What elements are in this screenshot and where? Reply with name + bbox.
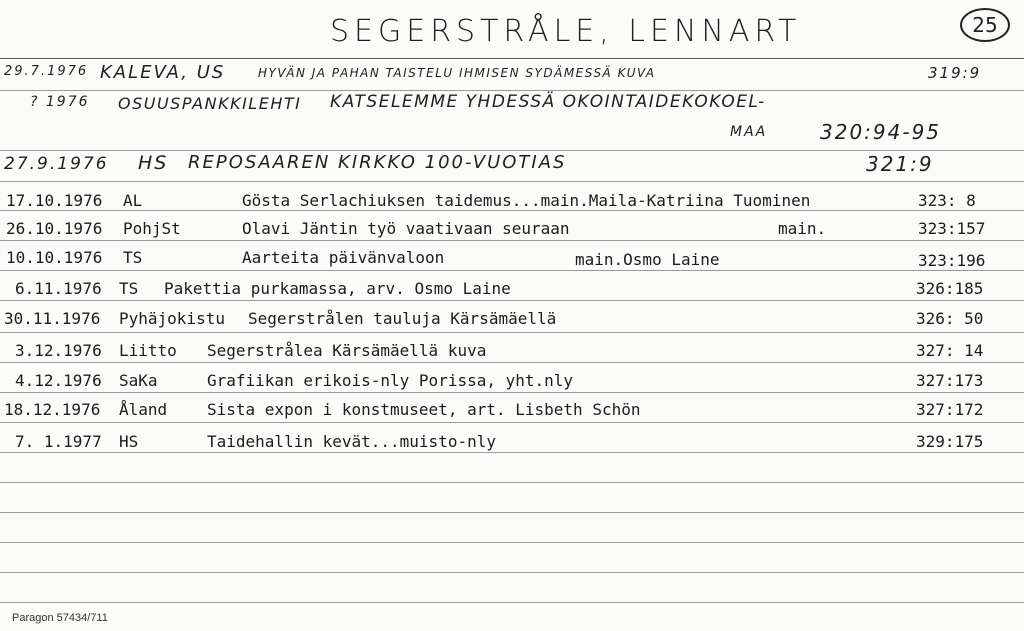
rule-line: [0, 602, 1024, 603]
rule-line: [0, 181, 1024, 182]
typed-date: 7. 1.1977: [15, 432, 102, 451]
typed-source: AL: [123, 191, 143, 210]
typed-text: Pakettia purkamassa, arv. Osmo Laine: [164, 279, 511, 298]
rule-line: [0, 332, 1024, 333]
typed-ref: 327:172: [916, 400, 984, 419]
handwritten-date: 29.7.1976: [4, 64, 89, 79]
handwritten-text: KATSELEMME YHDESSÄ OKOINTAIDEKOKOEL-: [330, 92, 766, 112]
rule-line: [0, 58, 1024, 59]
typed-ref: 323:157: [918, 219, 986, 238]
typed-text: Gösta Serlachiuksen taidemus...main.Maila-Katriina Tuominen: [242, 191, 811, 210]
typed-ref: 326:185: [916, 279, 984, 298]
handwritten-text: REPOSAAREN KIRKKO 100-VUOTIAS: [188, 152, 567, 173]
rule-line: [0, 240, 1024, 241]
handwritten-source: KALEVA, US: [100, 62, 226, 83]
rule-line: [0, 150, 1024, 151]
rule-line: [0, 482, 1024, 483]
handwritten-ref: 319:9: [928, 64, 982, 82]
typed-ref: 329:175: [916, 432, 984, 451]
rule-line: [0, 270, 1024, 271]
rule-line: [0, 542, 1024, 543]
typed-date: 6.11.1976: [15, 279, 102, 298]
typed-ref: 327:173: [916, 371, 984, 390]
print-mark: Paragon 57434/711: [12, 612, 108, 624]
handwritten-text: HYVÄN JA PAHAN TAISTELU IHMISEN SYDÄMESSÄ KUVA: [258, 66, 656, 80]
typed-date: 18.12.1976: [4, 400, 101, 419]
rule-line: [0, 512, 1024, 513]
typed-date: 17.10.1976: [6, 191, 103, 210]
typed-text: Grafiikan erikois-nly Porissa, yht.nly: [207, 371, 574, 390]
typed-extra: main.Osmo Laine: [575, 250, 720, 269]
typed-ref: 326: 50: [916, 309, 984, 328]
typed-source: SaKa: [119, 371, 158, 390]
typed-ref: 323: 8: [918, 191, 976, 210]
typed-source: Pyhäjokistu: [119, 309, 225, 328]
rule-line: [0, 572, 1024, 573]
typed-source: PohjSt: [123, 219, 181, 238]
typed-text: Sista expon i konstmuseet, art. Lisbeth Schön: [207, 400, 641, 419]
typed-source: Liitto: [119, 341, 177, 360]
rule-line: [0, 300, 1024, 301]
handwritten-date: 27.9.1976: [4, 154, 109, 174]
handwritten-source: HS: [138, 152, 169, 174]
typed-date: 10.10.1976: [6, 248, 103, 267]
typed-text: Aarteita päivänvaloon: [242, 248, 445, 267]
typed-text: Segerstrålea Kärsämäellä kuva: [207, 341, 487, 360]
typed-date: 30.11.1976: [4, 309, 101, 328]
typed-text: Taidehallin kevät...muisto-nly: [207, 432, 496, 451]
typed-text: Olavi Jäntin työ vaativaan seuraan: [242, 219, 570, 238]
typed-date: 4.12.1976: [15, 371, 102, 390]
typed-ref: 327: 14: [916, 341, 984, 360]
rule-line: [0, 392, 1024, 393]
handwritten-source: OSUUSPANKKILEHTI: [118, 94, 302, 113]
typed-source: TS: [123, 248, 143, 267]
rule-line: [0, 90, 1024, 91]
rule-line: [0, 422, 1024, 423]
typed-date: 3.12.1976: [15, 341, 102, 360]
typed-source: HS: [119, 432, 139, 451]
rule-line: [0, 210, 1024, 211]
handwritten-date: ? 1976: [30, 94, 90, 110]
typed-date: 26.10.1976: [6, 219, 103, 238]
typed-source: TS: [119, 279, 139, 298]
handwritten-ref: 321:9: [866, 152, 934, 176]
typed-source: Åland: [119, 400, 168, 419]
rule-line: [0, 362, 1024, 363]
card-number-badge: 25: [960, 8, 1010, 42]
rule-line: [0, 452, 1024, 453]
handwritten-ref: 320:94-95: [820, 120, 942, 144]
typed-extra: main.: [778, 219, 827, 238]
handwritten-text-continued: MAA: [730, 124, 768, 140]
typed-text: Segerstrålen tauluja Kärsämäellä: [248, 309, 557, 328]
typed-ref: 323:196: [918, 251, 986, 270]
card-title: SEGERSTRÅLE, LENNART: [330, 14, 802, 49]
